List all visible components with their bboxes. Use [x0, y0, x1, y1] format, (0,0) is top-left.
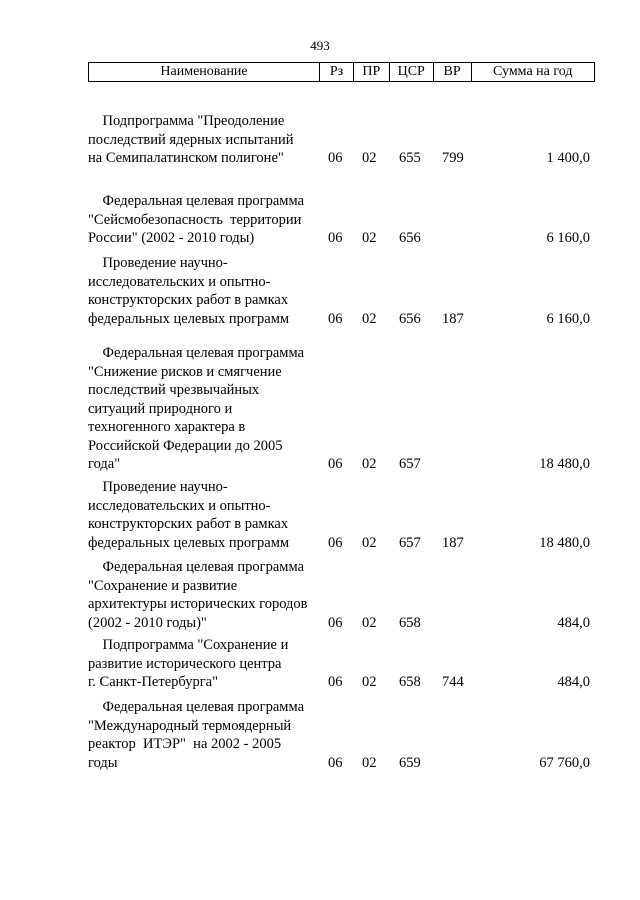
row-vr: 744: [442, 674, 464, 690]
row-name: Федеральная целевая программа "Снижение рисков и смягчение последствий чрезвычайных ситуаций природного и техногенного характера в Российской Федерации до 2005 года": [88, 345, 304, 472]
table-row: [0, 636, 640, 692]
row-name: Проведение научно- исследовательских и опытно- конструкторских работ в рамках федеральных целевых программ: [88, 255, 290, 327]
row-rz: 06: [328, 150, 343, 166]
row-csr: 655: [399, 150, 421, 166]
table-row: [0, 112, 640, 168]
header-rz: Рз: [320, 63, 354, 81]
row-sum: 484,0: [557, 674, 590, 690]
row-pr: 02: [362, 534, 377, 551]
row-csr: 659: [399, 754, 421, 771]
row-pr: 02: [362, 754, 377, 771]
row-rz: 06: [328, 230, 343, 246]
row-csr: 658: [399, 674, 421, 690]
row-pr: 02: [362, 456, 377, 472]
row-vr: 799: [442, 150, 464, 166]
table-row: [0, 344, 640, 474]
row-name: Федеральная целевая программа "Сейсмобезопасность территории России" (2002 - 2010 годы): [88, 193, 304, 246]
row-pr: 02: [362, 614, 377, 631]
row-rz: 06: [328, 534, 343, 551]
header-name: Наименование: [89, 63, 320, 81]
row-sum: 6 160,0: [546, 310, 590, 327]
table-header: [88, 62, 595, 82]
row-csr: 657: [399, 456, 421, 472]
row-csr: 656: [399, 310, 421, 327]
row-csr: 656: [399, 230, 421, 246]
row-sum: 67 760,0: [539, 754, 590, 771]
row-pr: 02: [362, 230, 377, 246]
table-row: [0, 698, 640, 772]
row-csr: 657: [399, 534, 421, 551]
row-pr: 02: [362, 674, 377, 690]
header-csr: ЦСР: [390, 63, 434, 81]
row-pr: 02: [362, 150, 377, 166]
row-rz: 06: [328, 456, 343, 472]
row-sum: 1 400,0: [546, 150, 590, 166]
header-sum: Сумма на год: [493, 64, 573, 79]
row-name: Подпрограмма "Преодоление последствий ядерных испытаний на Семипалатинском полигоне": [88, 113, 294, 166]
table-row: [0, 254, 640, 328]
row-vr: 187: [442, 310, 464, 327]
row-vr: 187: [442, 534, 464, 551]
row-name: Федеральная целевая программа "Международный термоядерный реактор ИТЭР" на 2002 - 2005 годы: [88, 699, 304, 771]
row-name: Проведение научно- исследовательских и опытно- конструкторских работ в рамках федеральных целевых программ: [88, 479, 290, 551]
table-row: [0, 558, 640, 632]
row-sum: 18 480,0: [539, 534, 590, 551]
row-name: Подпрограмма "Сохранение и развитие исторического центра г. Санкт-Петербурга": [88, 637, 289, 690]
table-row: [0, 478, 640, 552]
header-pr: ПР: [354, 63, 390, 81]
page-number: 493: [310, 38, 330, 53]
row-sum: 484,0: [557, 614, 590, 631]
row-sum: 18 480,0: [539, 456, 590, 472]
header-vr: ВР: [434, 63, 472, 81]
row-pr: 02: [362, 310, 377, 327]
row-rz: 06: [328, 754, 343, 771]
row-rz: 06: [328, 614, 343, 631]
row-rz: 06: [328, 674, 343, 690]
row-rz: 06: [328, 310, 343, 327]
table-row: [0, 192, 640, 248]
row-csr: 658: [399, 614, 421, 631]
row-name: Федеральная целевая программа "Сохранение и развитие архитектуры исторических городов (2002 - 2010 годы)": [88, 559, 308, 631]
row-sum: 6 160,0: [546, 230, 590, 246]
